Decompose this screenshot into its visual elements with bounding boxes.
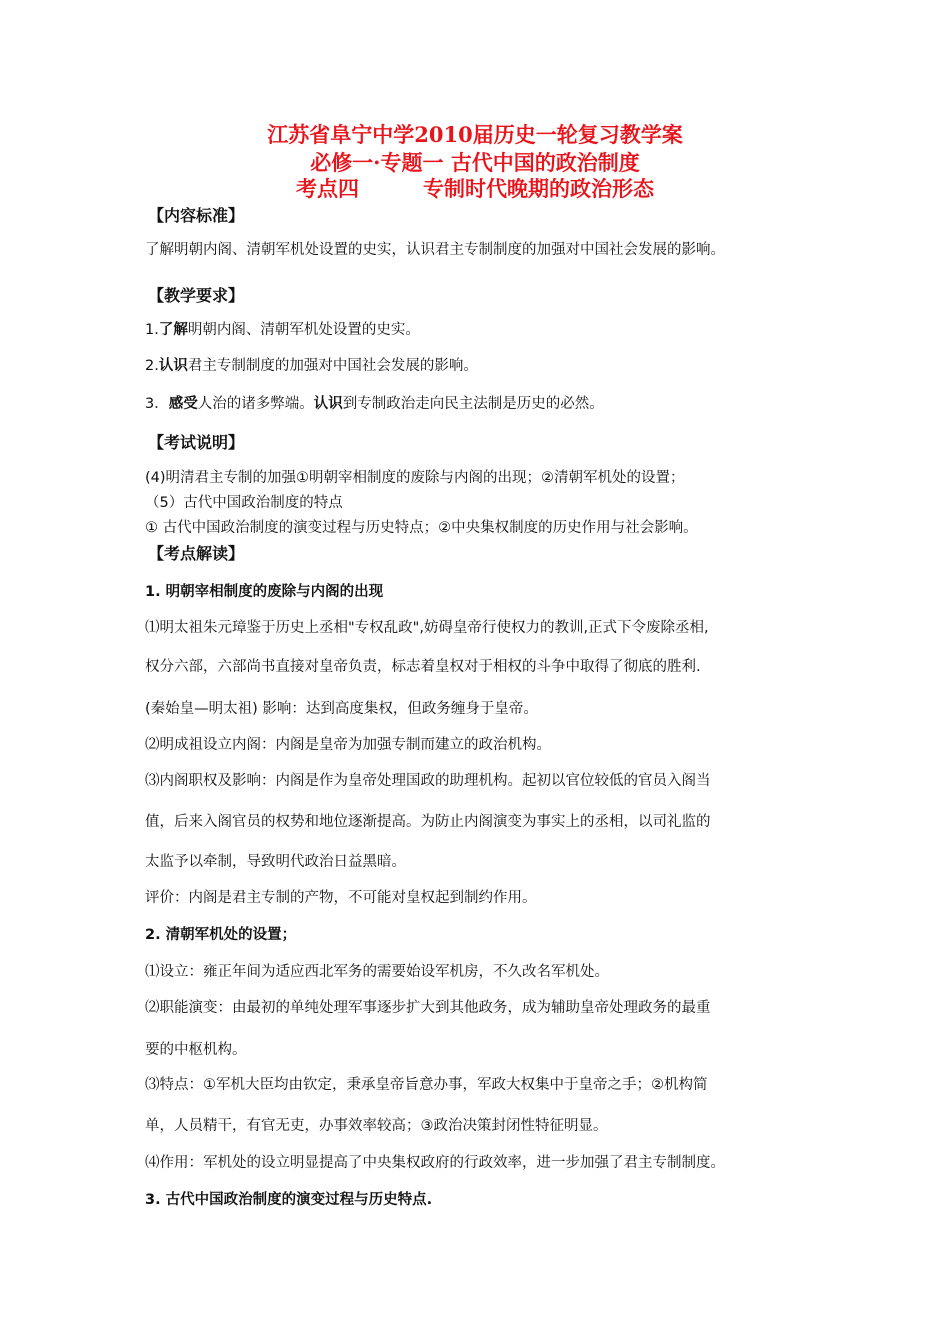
subheading-1: 1. 明朝宰相制度的废除与内阁的出现 <box>145 584 384 600</box>
requirement-item-1: 1.了解明朝内阁、清朝军机处设置的史实。 <box>145 322 420 338</box>
section-heading-content-standard: 【内容标准】 <box>148 206 245 225</box>
paragraph-line: 要的中枢机构。 <box>145 1042 247 1058</box>
exam-note-line: （5）古代中国政治制度的特点 <box>145 495 343 511</box>
topic-number: 考点四 <box>296 176 359 201</box>
paragraph-line: ⑴明太祖朱元璋鉴于历史上丞相"专权乱政",妨碍皇帝行使权力的教训,正式下令废除丞相, <box>145 620 709 636</box>
exam-note-line: ① 古代中国政治制度的演变过程与历史特点；②中央集权制度的历史作用与社会影响。 <box>145 520 698 536</box>
exam-note-line: (4)明清君主专制的加强①明朝宰相制度的废除与内阁的出现；②清朝军机处的设置； <box>145 470 685 486</box>
paragraph-line: 权分六部，六部尚书直接对皇帝负责，标志着皇权对于相权的斗争中取得了彻底的胜利. <box>145 659 701 675</box>
subheading-2: 2. 清朝军机处的设置； <box>145 927 297 943</box>
topic-name: 专制时代晚期的政治形态 <box>423 176 654 201</box>
paragraph-line: ⑵明成祖设立内阁：内阁是皇帝为加强专制而建立的政治机构。 <box>145 737 551 753</box>
doc-subtitle: 必修一·专题一 古代中国的政治制度 <box>310 150 640 175</box>
content-standard-text: 了解明朝内阁、清朝军机处设置的史实，认识君主专制制度的加强对中国社会发展的影响。 <box>145 242 725 258</box>
paragraph-line: 评价：内阁是君主专制的产物，不可能对皇权起到制约作用。 <box>145 890 537 906</box>
paragraph-line: 值，后来入阁官员的权势和地位逐渐提高。为防止内阁演变为事实上的丞相，以司礼监的 <box>145 814 711 830</box>
paragraph-line: ⑶特点：①军机大臣均由钦定，秉承皇帝旨意办事，军政大权集中于皇帝之手；②机构简 <box>145 1077 708 1093</box>
section-heading-exam-notes: 【考试说明】 <box>148 433 245 452</box>
paragraph-line: 太监予以牵制，导致明代政治日益黑暗。 <box>145 854 406 870</box>
doc-title: 江苏省阜宁中学2010届历史一轮复习教学案 <box>267 122 683 147</box>
paragraph-line: ⑶内阁职权及影响：内阁是作为皇帝处理国政的助理机构。起初以官位较低的官员入阁当 <box>145 773 711 789</box>
paragraph-line: 单，人员精干，有官无吏，办事效率较高；③政治决策封闭性特征明显。 <box>145 1118 608 1134</box>
requirement-item-2: 2.认识君主专制制度的加强对中国社会发展的影响。 <box>145 358 478 374</box>
paragraph-line: ⑴设立：雍正年间为适应西北军务的需要始设军机房，不久改名军机处。 <box>145 964 609 980</box>
paragraph-line: ⑵职能演变：由最初的单纯处理军事逐步扩大到其他政务，成为辅助皇帝处理政务的最重 <box>145 1000 711 1016</box>
subheading-3: 3. 古代中国政治制度的演变过程与历史特点. <box>145 1192 433 1208</box>
doc-topic <box>0 176 950 202</box>
section-heading-teaching-requirements: 【教学要求】 <box>148 286 245 305</box>
paragraph-line: (秦始皇—明太祖) 影响：达到高度集权，但政务缠身于皇帝。 <box>145 701 538 717</box>
requirement-item-3: 3．感受人治的诸多弊端。认识到专制政治走向民主法制是历史的必然。 <box>145 396 604 412</box>
section-heading-interpretation: 【考点解读】 <box>148 544 245 563</box>
paragraph-line: ⑷作用：军机处的设立明显提高了中央集权政府的行政效率，进一步加强了君主专制制度。 <box>145 1155 725 1171</box>
